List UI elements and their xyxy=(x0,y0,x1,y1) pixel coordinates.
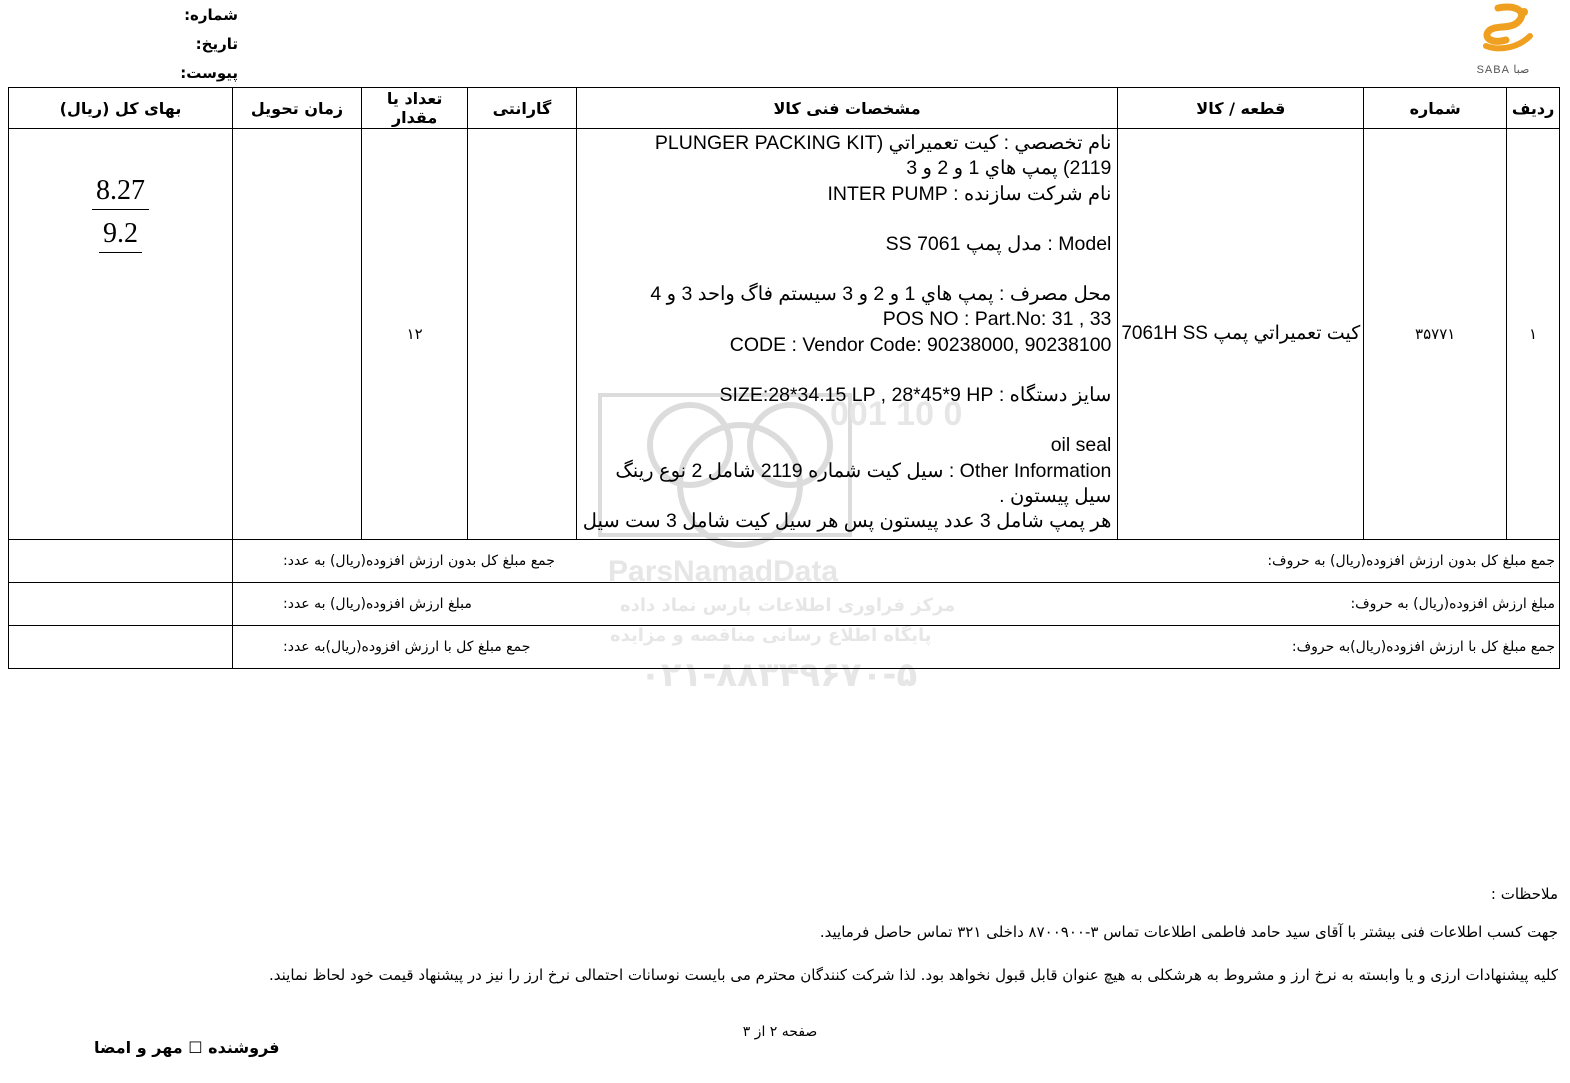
logo-text: SABA صبا xyxy=(1476,64,1530,76)
row-total-price xyxy=(9,129,233,540)
saba-logo-icon xyxy=(1458,2,1548,62)
sum-incl-words-label: جمع مبلغ كل با ارزش افزوده(ريال)به حروف: xyxy=(1291,638,1555,655)
row-delivery xyxy=(233,129,362,540)
row-number: ۳۵۷۷۱ xyxy=(1364,129,1507,540)
company-logo xyxy=(1458,2,1548,80)
price-bottom-value: 9.2 xyxy=(99,218,142,253)
items-table xyxy=(8,87,1560,669)
table-header-row xyxy=(9,88,1560,129)
col-item: قطعه / كالا xyxy=(1118,88,1364,129)
spec-line xyxy=(583,207,1112,232)
page-number: صفحه ۲ از ۳ xyxy=(742,1024,818,1040)
col-warranty: گارانتی xyxy=(468,88,576,129)
spec-line: نام تخصصي : كيت تعميراتي (PLUNGER PACKING KIT xyxy=(654,132,1112,154)
row-quantity: ۱۲ xyxy=(362,129,468,540)
sign-label: مهر و امضا xyxy=(94,1038,183,1057)
row-specs xyxy=(576,129,1118,540)
watermark-phone: ۰۲۱-۸۸۳۴۹۶۷۰-۵ xyxy=(640,655,918,695)
sum-excl-digits-label: جمع مبلغ كل بدون ارزش افزوده(ريال) به عدد: xyxy=(283,552,555,569)
vat-words-label: مبلغ ارزش افزوده(ريال) به حروف: xyxy=(1350,595,1555,612)
col-total-price: بهای كل (ريال) xyxy=(9,88,233,129)
seller-signature xyxy=(94,1038,280,1057)
watermark-line2: پایگاه اطلاع رسانی مناقصه و مزایده xyxy=(610,625,932,646)
price-top-value: 8.27 xyxy=(92,175,149,210)
notes-line-2: كليه پيشنهادات ارزی و يا وابسته به نرخ ارز و مشروط به هرشكلی به هيچ عنوان قابل قبول نخواهد بود. لذا شركت كنندگان محترم می بايست نوسانات احتمالی نرخ ارز را نيز در پيشنهاد قيمت خود لحاظ نمايند. xyxy=(269,966,1558,984)
col-delivery: زمان تحويل xyxy=(233,88,362,129)
spec-line: 2119) پمپ هاي 1 و 2 و 3 xyxy=(906,157,1112,180)
date-label: تاریخ: xyxy=(195,35,238,53)
row-item: كيت تعميراتي پمپ 7061H SS xyxy=(1118,129,1364,540)
header-fields xyxy=(118,4,238,91)
summary-row-incl-vat xyxy=(9,625,1560,668)
attachment-label: پیوست: xyxy=(180,64,238,82)
spec-line: سيل پيستون . xyxy=(999,484,1112,507)
spec-line: oil seal xyxy=(1050,434,1112,457)
spec-line: Model : مدل پمپ SS 7061 xyxy=(885,232,1112,255)
col-number: شماره xyxy=(1364,88,1507,129)
col-row: رديف xyxy=(1507,88,1560,129)
seller-label: فروشنده xyxy=(208,1038,280,1057)
notes-title: ملاحظات : xyxy=(1490,885,1558,903)
vat-digits-label: مبلغ ارزش افزوده(ريال) به عدد: xyxy=(283,595,472,612)
watermark-line1: مركز فراوری اطلاعات پارس نماد داده xyxy=(620,595,956,616)
spec-line: POS NO : Part.No: 31 , 33 xyxy=(882,308,1112,331)
sum-excl-words-label: جمع مبلغ كل بدون ارزش افزوده(ريال) به حروف: xyxy=(1267,552,1555,569)
price-handwritten xyxy=(9,175,232,261)
spec-line: محل مصرف : پمپ هاي 1 و 2 و 3 سيستم فاگ واحد 3 و 4 xyxy=(650,283,1112,306)
spec-line: هر پمپ شامل 3 عدد پيستون پس هر سيل كيت شامل 3 ست سيل xyxy=(582,510,1112,533)
sum-incl-digits-label: جمع مبلغ كل با ارزش افزوده(ريال)به عدد: xyxy=(283,638,531,655)
summary-row-vat xyxy=(9,582,1560,625)
watermark-brand: ParsNamadData xyxy=(608,555,839,588)
table-row xyxy=(9,129,1560,540)
row-index: ۱ xyxy=(1507,129,1560,540)
spec-line: نام شركت سازنده : INTER PUMP xyxy=(827,182,1112,205)
watermark-digits: 001 10 0 xyxy=(830,395,963,433)
spec-line: CODE : Vendor Code: 90238000, 90238100 xyxy=(729,333,1112,356)
spec-line xyxy=(583,358,1112,383)
sum-incl-value[interactable] xyxy=(9,625,233,668)
number-label: شماره: xyxy=(184,6,238,24)
spec-line: سايز دستگاه : SIZE:28*34.15 LP , 28*45*9 HP xyxy=(719,384,1112,407)
col-quantity: تعداد يا مقدار xyxy=(362,88,468,129)
spec-line xyxy=(583,408,1112,433)
summary-row-excl-vat xyxy=(9,539,1560,582)
spec-line: Other Information : سيل كيت شماره 2119 شامل 2 نوع رينگ xyxy=(615,459,1112,482)
sum-excl-value[interactable] xyxy=(9,539,233,582)
notes-section xyxy=(58,880,1558,1004)
vat-value[interactable] xyxy=(9,582,233,625)
spec-line xyxy=(583,257,1112,282)
row-warranty xyxy=(468,129,576,540)
checkbox-icon[interactable]: ☐ xyxy=(188,1038,203,1057)
col-specs: مشخصات فنی كالا xyxy=(576,88,1118,129)
notes-line-1: جهت كسب اطلاعات فنی بيشتر با آقای سيد حامد فاطمی اطلاعات تماس ۳-۸۷۰۰۹۰۰ داخلی ۳۲۱ تماس حاصل فرماييد. xyxy=(819,923,1558,941)
